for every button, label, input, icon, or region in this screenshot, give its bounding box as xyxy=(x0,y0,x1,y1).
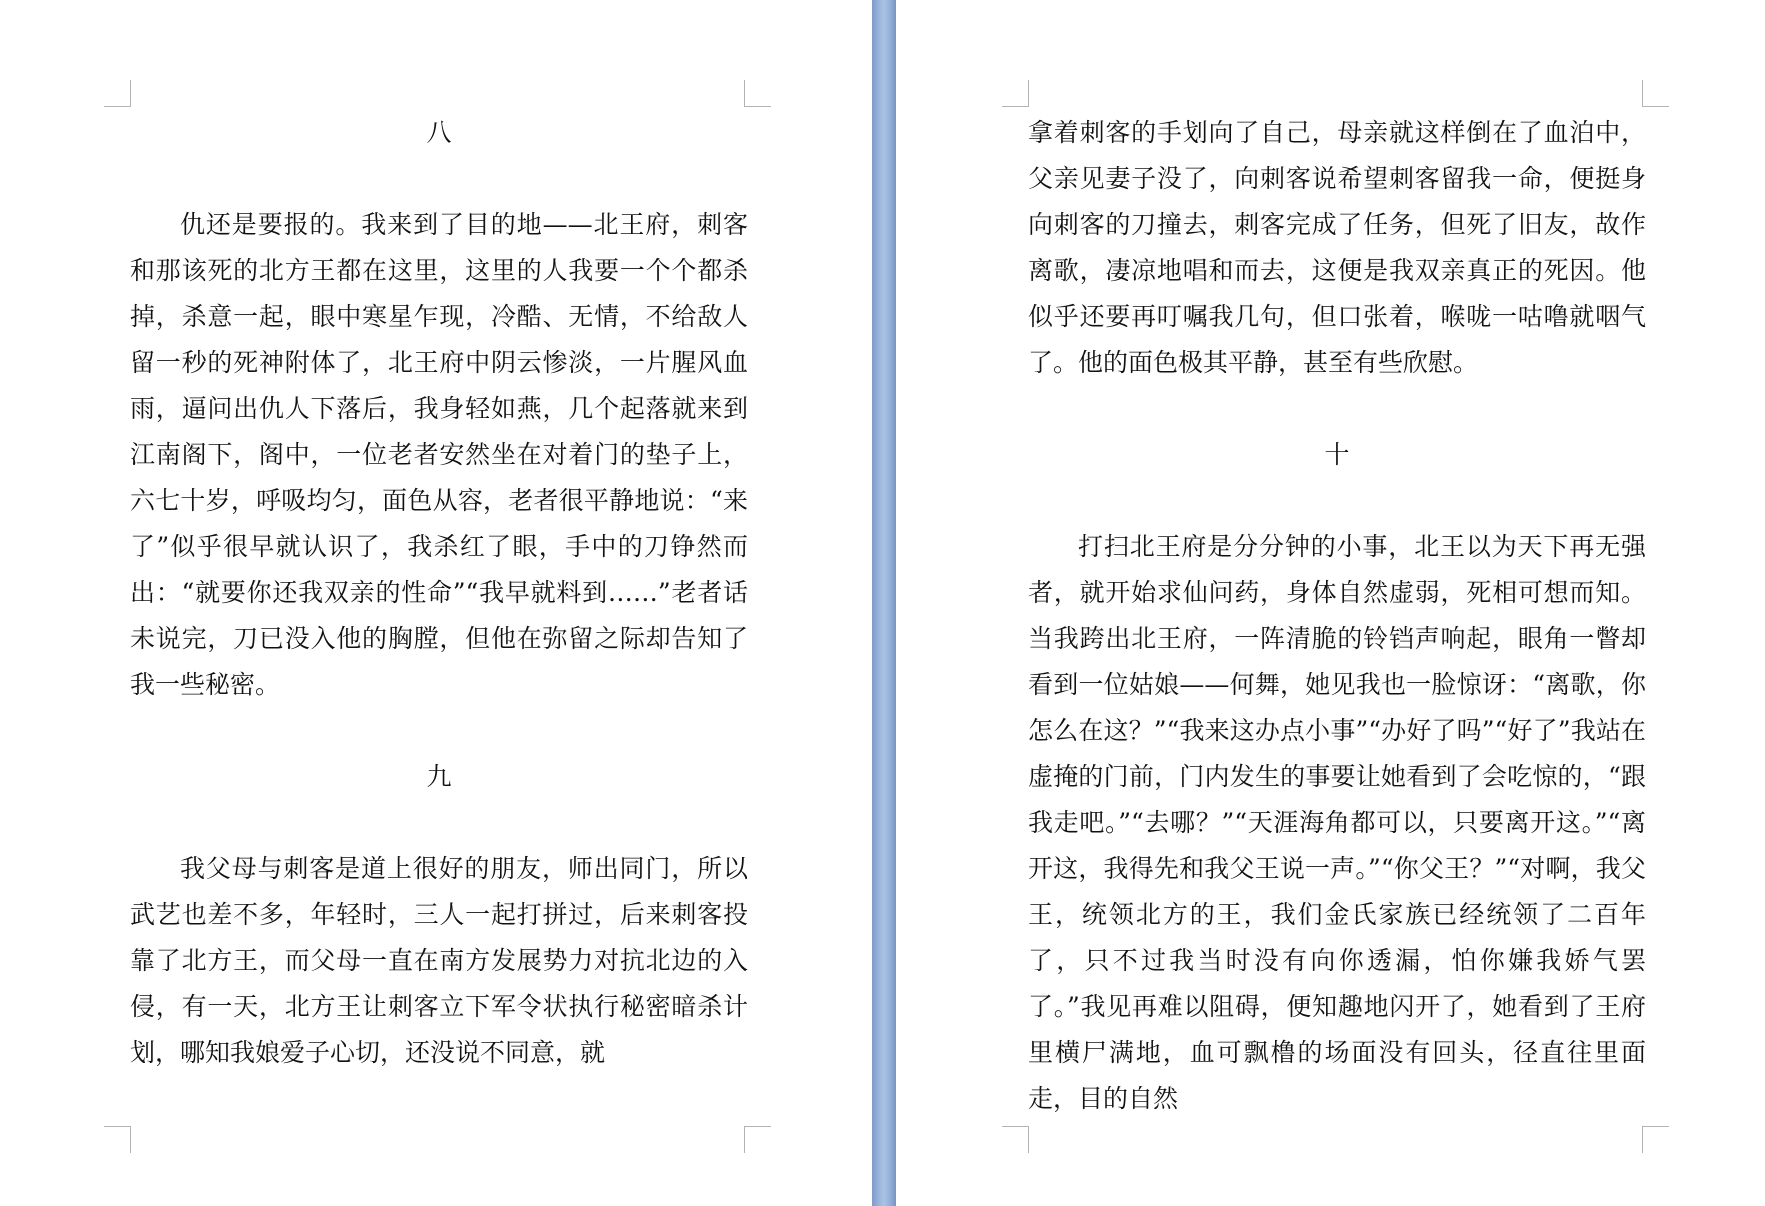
margin-corner-mark xyxy=(104,1126,131,1153)
page-gutter xyxy=(872,0,896,1206)
paragraph: 拿着刺客的手划向了自己，母亲就这样倒在了血泊中，父亲见妻子没了，向刺客说希望刺客留我一命，便挺身向刺客的刀撞去，刺客完成了任务，但死了旧友，故作离歌，凄凉地唱和而去，这便是我双亲真正的死因。他似乎还要再叮嘱我几句，但口张着，喉咙一咕噜就咽气了。他的面色极其平静，甚至有些欣慰。 xyxy=(1028,118,1646,377)
margin-corner-mark xyxy=(1002,1126,1029,1153)
section-heading: 十 xyxy=(1324,440,1350,469)
margin-corner-mark xyxy=(1642,80,1669,107)
right-page-text[interactable] xyxy=(1028,110,1646,1122)
paragraph: 打扫北王府是分分钟的小事，北王以为天下再无强者，就开始求仙问药，身体自然虚弱，死相可想而知。当我跨出北王府，一阵清脆的铃铛声响起，眼角一瞥却看到一位姑娘——何舞，她见我也一脸惊讶：“离歌，你怎么在这？”“我来这办点小事”“办好了吗”“好了”我站在虚掩的门前，门内发生的事要让她看到了会吃惊的，“跟我走吧。”“去哪？”“天涯海角都可以，只要离开这。”“离开这，我得先和我父王说一声。”“你父王？”“对啊，我父王，统领北方的王，我们金氏家族已经统领了二百年了，只不过我当时没有向你透漏，怕你嫌我娇气罢了。”我见再难以阻碍，便知趣地闪开了，她看到了王府里横尸满地，血可飘橹的场面没有回头，径直往里面走，目的自然 xyxy=(1028,532,1646,1113)
margin-corner-mark xyxy=(744,1126,771,1153)
margin-corner-mark xyxy=(1642,1126,1669,1153)
section-heading: 九 xyxy=(426,762,452,791)
margin-corner-mark xyxy=(104,80,131,107)
right-page xyxy=(896,0,1765,1206)
section-heading: 八 xyxy=(426,118,452,147)
paragraph: 仇还是要报的。我来到了目的地——北王府，刺客和那该死的北方王都在这里，这里的人我要一个个都杀掉，杀意一起，眼中寒星乍现，冷酷、无情，不给敌人留一秒的死神附体了，北王府中阴云惨淡，一片腥风血雨，逼问出仇人下落后，我身轻如燕，几个起落就来到江南阁下，阁中，一位老者安然坐在对着门的垫子上，六七十岁，呼吸均匀，面色从容，老者很平静地说：“来了”似乎很早就认识了，我杀红了眼，手中的刀铮然而出：“就要你还我双亲的性命”“我早就料到……”老者话未说完，刀已没入他的胸膛，但他在弥留之际却告知了我一些秘密。 xyxy=(130,210,748,699)
margin-corner-mark xyxy=(1002,80,1029,107)
left-page xyxy=(0,0,872,1206)
paragraph: 我父母与刺客是道上很好的朋友，师出同门，所以武艺也差不多，年轻时，三人一起打拼过，后来刺客投靠了北方王，而父母一直在南方发展势力对抗北边的入侵，有一天，北方王让刺客立下军令状执行秘密暗杀计划，哪知我娘爱子心切，还没说不同意，就 xyxy=(130,854,748,1067)
left-page-text[interactable] xyxy=(130,110,748,1076)
margin-corner-mark xyxy=(744,80,771,107)
